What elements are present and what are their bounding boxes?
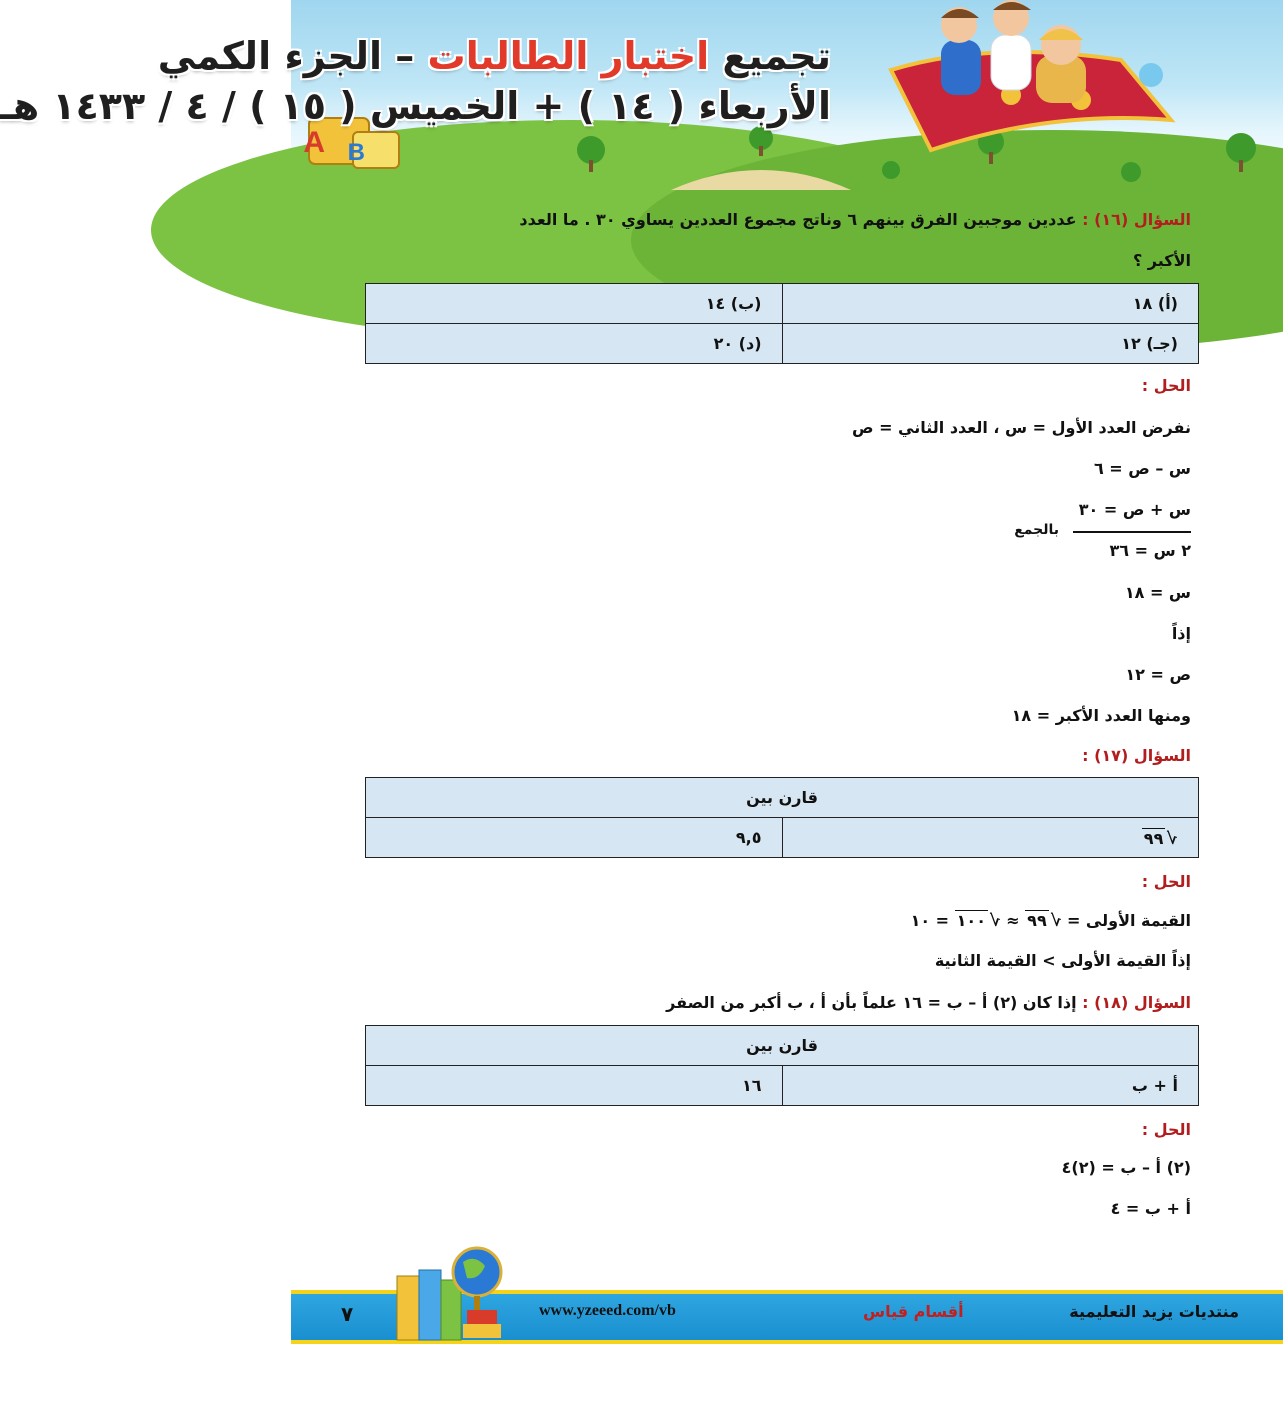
footer-forum-name[interactable]: منتديات يزيد التعليمية: [1069, 1302, 1239, 1321]
page-number: ٧: [341, 1302, 354, 1326]
question-16: [519, 210, 1191, 229]
question-18: [666, 993, 1191, 1012]
sum-line: [1073, 531, 1191, 533]
q17-step-1: القيمة الأولى = √٩٩ ≈ √١٠٠ = ١٠: [910, 911, 1191, 930]
q16-solution-label: الحل :: [1141, 376, 1191, 395]
q16-step-1: نفرض العدد الأول = س ، العدد الثاني = ص: [851, 418, 1191, 437]
footer-url[interactable]: www.yzeeed.com/vb: [539, 1302, 676, 1319]
option-b: (ب) ١٤: [366, 284, 783, 324]
q18-step-1: (٢) أ – ب = (٢)٤: [1061, 1158, 1191, 1177]
q17-solution-label: الحل :: [1141, 872, 1191, 891]
sqrt-icon: √: [989, 911, 1001, 930]
question-18-text: إذا كان (٢) أ – ب = ١٦ علماً بأن أ ، ب أكبر من الصفر: [666, 993, 1083, 1012]
compare-right: أ + ب: [782, 1066, 1199, 1106]
sqrt-icon: √: [1050, 911, 1062, 930]
compare-header: قارن بين: [366, 778, 1199, 818]
q16-step-6: إذاً: [1171, 624, 1191, 643]
sqrt-icon: √: [1167, 828, 1178, 848]
footer-section[interactable]: أقسام قياس: [863, 1302, 964, 1321]
svg-text:A: A: [303, 126, 325, 159]
sum-note: بالجمع: [1014, 522, 1059, 538]
q16-step-4: ٢ س = ٣٦: [1109, 541, 1191, 560]
q18-step-2: أ + ب = ٤: [1110, 1199, 1191, 1218]
compare-header: قارن بين: [366, 1026, 1199, 1066]
compare-right: √٩٩: [782, 818, 1199, 858]
compare-left: ٩,٥: [366, 818, 783, 858]
question-18-compare: [365, 1025, 1199, 1106]
page-subtitle-date: الأربعاء ( ١٤ ) + الخميس ( ١٥ ) / ٤ / ١٤٣٣ هـ: [0, 84, 831, 128]
q17-step-2: إذاً القيمة الأولى > القيمة الثانية: [934, 951, 1191, 970]
question-16-text: عددين موجبين الفرق بينهم ٦ وناتج مجموع العددين يساوي ٣٠ . ما العدد: [519, 210, 1083, 229]
q16-step-5: س = ١٨: [1124, 583, 1191, 602]
q16-step-2: س – ص = ٦: [1093, 459, 1191, 478]
question-16-options: [365, 283, 1199, 364]
q16-step-7: ص = ١٢: [1125, 665, 1191, 684]
question-18-label: السؤال (١٨) :: [1082, 993, 1191, 1012]
header-banner: [0, 0, 1283, 190]
page-title: تجميع اختبار الطالبات – الجزء الكمي: [157, 34, 831, 78]
question-17-compare: [365, 777, 1199, 858]
compare-left: ١٦: [366, 1066, 783, 1106]
option-a: (أ) ١٨: [782, 284, 1199, 324]
question-16-text-cont: الأكبر ؟: [1132, 251, 1191, 270]
svg-text:B: B: [347, 139, 365, 166]
q16-step-3: س + ص = ٣٠: [1078, 500, 1191, 519]
question-17-label: السؤال (١٧) :: [1082, 746, 1191, 765]
question-16-label: السؤال (١٦) :: [1082, 210, 1191, 229]
option-d: (د) ٢٠: [366, 324, 783, 364]
q16-step-8: ومنها العدد الأكبر = ١٨: [1011, 706, 1191, 725]
option-c: (جـ) ١٢: [782, 324, 1199, 364]
books-globe-icon: [389, 1240, 504, 1344]
q18-solution-label: الحل :: [1141, 1120, 1191, 1139]
